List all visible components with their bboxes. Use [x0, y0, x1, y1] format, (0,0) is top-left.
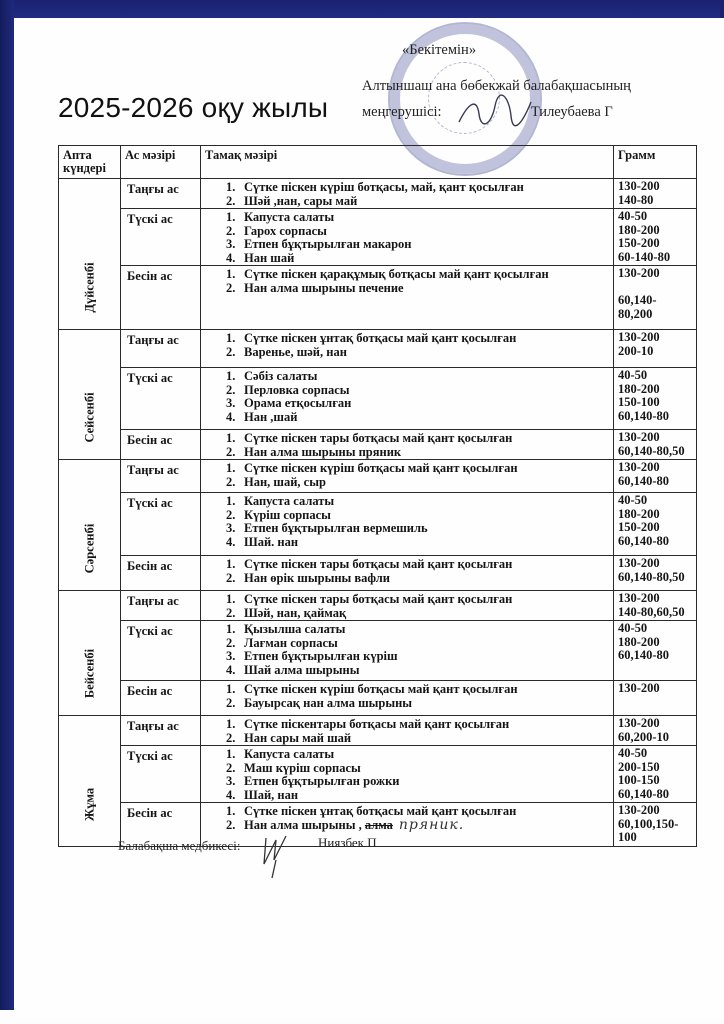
- gram-value: 130-200: [618, 556, 660, 570]
- gram-value: 60,140-80: [618, 408, 670, 423]
- food-list: [201, 591, 613, 620]
- food-items-cell: [201, 430, 614, 460]
- menu-row: [59, 556, 697, 591]
- food-item-number: 4.: [226, 787, 236, 802]
- gram-value: 100: [618, 830, 637, 844]
- food-item-number: 1.: [226, 431, 236, 445]
- food-item-text: Нан алма шырыны пряник: [244, 444, 402, 459]
- food-item-number: 2.: [226, 605, 236, 620]
- footer: [118, 835, 377, 854]
- menu-row: [59, 179, 697, 209]
- meal-label: Түскі ас: [121, 746, 201, 803]
- food-item-number: 2.: [226, 760, 236, 775]
- food-item: [201, 397, 613, 411]
- food-item-number: 1.: [226, 804, 236, 818]
- weekly-menu-table: [58, 145, 697, 847]
- food-items-cell: [201, 330, 614, 368]
- food-item-text: Сүтке піскен ұнтақ ботқасы май қант қосылған: [244, 804, 517, 818]
- food-item-text: Бауырсақ нан алма шырыны: [244, 695, 413, 710]
- gram-value: 40-50: [618, 368, 648, 382]
- grams-cell: [614, 179, 697, 209]
- food-item-number: 2.: [226, 280, 236, 295]
- gram-value: 130-200: [618, 591, 660, 605]
- food-items-cell: [201, 556, 614, 591]
- food-item-number: 1.: [226, 180, 236, 194]
- meal-label: Таңғы ас: [121, 179, 201, 209]
- food-item-text: Шәй, нан, қаймақ: [244, 605, 347, 620]
- food-item-text: Сүтке піскен тары ботқасы май қант қосылған: [244, 557, 513, 571]
- day-cell: [59, 460, 121, 591]
- gram-value: 130-200: [618, 179, 660, 193]
- gram-value: 40-50: [618, 621, 648, 635]
- menu-row: [59, 746, 697, 803]
- food-item-number: 2.: [226, 444, 236, 459]
- gram-value: 130-200: [618, 803, 660, 817]
- gram-value: 130-200: [618, 430, 660, 444]
- menu-row: [59, 430, 697, 460]
- food-item-text: Нан, шай, сыр: [244, 474, 326, 489]
- meal-label: Түскі ас: [121, 621, 201, 681]
- food-item-text: Қызылша салаты: [244, 622, 346, 636]
- grams-cell: [614, 591, 697, 621]
- gram-value: 60,140-80,50: [618, 569, 685, 584]
- menu-row: [59, 460, 697, 493]
- menu-row: [59, 716, 697, 746]
- food-item-number: 1.: [226, 557, 236, 571]
- struck-word: алма: [364, 817, 393, 832]
- food-item: [201, 623, 613, 637]
- menu-row: [59, 591, 697, 621]
- grams-cell: [614, 330, 697, 368]
- day-label: Бейсенбі: [82, 648, 96, 699]
- gram-value: 150-200: [618, 236, 660, 250]
- food-item-number: 2.: [226, 695, 236, 710]
- food-item: [201, 476, 613, 490]
- gram-value: 180-200: [618, 381, 660, 396]
- food-item: [201, 522, 613, 536]
- food-item-text: Маш күріш сорпасы: [244, 760, 361, 775]
- grams-cell: [614, 803, 697, 847]
- meal-label: Таңғы ас: [121, 460, 201, 493]
- gram-value: 130-200: [618, 266, 660, 280]
- table-header-row: [59, 146, 697, 179]
- scan-border-top: [0, 0, 724, 18]
- food-item-text: Етпен бұқтырылған макарон: [244, 237, 412, 251]
- food-items-cell: [201, 591, 614, 621]
- meal-label: Түскі ас: [121, 368, 201, 430]
- day-label: Дүйсенбі: [82, 262, 96, 313]
- food-item: [201, 282, 613, 296]
- gram-value: 140-80,60,50: [618, 604, 685, 619]
- food-item-number: 1.: [226, 494, 236, 508]
- food-item-text: Шәй ,нан, сары май: [244, 193, 358, 208]
- gram-value: 60,140-80: [618, 648, 670, 662]
- gram-value: 130-200: [618, 330, 660, 344]
- nurse-label: Балабақша медбикесі:: [118, 838, 241, 853]
- gram-value: 40-50: [618, 209, 648, 223]
- food-item-text: Нан өрік шырыны вафли: [244, 570, 390, 585]
- food-item-number: 4.: [226, 534, 236, 549]
- food-items-cell: [201, 266, 614, 330]
- gram-value: 100-150: [618, 773, 660, 787]
- food-item: [201, 718, 613, 732]
- gram-value: 200-150: [618, 759, 660, 774]
- gram-value: 60,140-80,50: [618, 443, 685, 458]
- day-cell: [59, 330, 121, 460]
- day-label: Сәрсенбі: [82, 523, 96, 574]
- gram-value: 60,140-80: [618, 533, 670, 548]
- scan-border-left: [0, 0, 14, 1010]
- food-item-number: 1.: [226, 682, 236, 696]
- food-item-number: 2.: [226, 570, 236, 585]
- food-item: [201, 683, 613, 697]
- gram-value: 180-200: [618, 634, 660, 649]
- food-item: [201, 607, 613, 621]
- meal-label: Таңғы ас: [121, 716, 201, 746]
- meal-label: Түскі ас: [121, 209, 201, 266]
- food-item-text: Нан ,шай: [244, 409, 298, 424]
- grams-cell: [614, 460, 697, 493]
- gram-value: 150-100: [618, 395, 660, 409]
- food-item-text: Сүтке піскен тары ботқасы май қант қосылған: [244, 592, 513, 606]
- grams-cell: [614, 368, 697, 430]
- food-item-text: Капуста салаты: [244, 494, 335, 508]
- food-item-text: Сүтке піскен күріш ботқасы, май, қант қосылған: [244, 180, 524, 194]
- food-items-cell: [201, 368, 614, 430]
- food-item: [201, 181, 613, 195]
- gram-value: 200-10: [618, 343, 654, 358]
- food-item: [201, 268, 613, 282]
- food-list: [201, 266, 613, 295]
- food-item-text: Шай, нан: [244, 787, 299, 802]
- food-items-cell: [201, 621, 614, 681]
- day-cell: [59, 591, 121, 716]
- food-item-text: Сүтке піскентары ботқасы май қант қосылған: [244, 717, 510, 731]
- meal-label: Бесін ас: [121, 681, 201, 716]
- meal-label: Бесін ас: [121, 430, 201, 460]
- food-item-text: Сүтке піскен тары ботқасы май қант қосылған: [244, 431, 513, 445]
- gram-value: 130-200: [618, 716, 660, 730]
- gram-value: [618, 281, 692, 295]
- food-item-text: Шай алма шырыны: [244, 662, 360, 677]
- food-item-text: Сүтке піскен күріш ботқасы май қант қосылған: [244, 682, 518, 696]
- grams-cell: [614, 266, 697, 330]
- grams-cell: [614, 746, 697, 803]
- food-item-number: 2.: [226, 730, 236, 745]
- food-list: [201, 460, 613, 489]
- menu-row: [59, 330, 697, 368]
- food-item-number: 1.: [226, 369, 236, 383]
- food-items-cell: [201, 460, 614, 493]
- food-item-number: 1.: [226, 267, 236, 281]
- food-item-number: 4.: [226, 409, 236, 424]
- food-item-text: Перловка сорпасы: [244, 382, 350, 397]
- food-item-text: Нан алма шырыны ,: [244, 817, 365, 832]
- food-item-number: 3.: [226, 396, 236, 410]
- gram-value: 140-80: [618, 192, 654, 207]
- food-items-cell: [201, 681, 614, 716]
- food-list: [201, 493, 613, 549]
- food-item: [201, 195, 613, 209]
- meal-label: Түскі ас: [121, 493, 201, 556]
- meal-label: Бесін ас: [121, 556, 201, 591]
- food-item: [201, 558, 613, 572]
- food-item-text: Етпен бұқтырылған вермешиль: [244, 521, 428, 535]
- food-item-text: Варенье, шәй, нан: [244, 344, 347, 359]
- food-item: [201, 346, 613, 360]
- food-list: [201, 803, 613, 832]
- food-item-number: 2.: [226, 382, 236, 397]
- food-item-text: Нан сары май шай: [244, 730, 352, 745]
- gram-value: 60,140-: [618, 293, 657, 307]
- food-item-number: 3.: [226, 237, 236, 251]
- day-cell: [59, 716, 121, 847]
- food-item-number: 1.: [226, 331, 236, 345]
- food-item-number: 1.: [226, 717, 236, 731]
- food-item-text: Сүтке піскен қарақұмық ботқасы май қант қосылған: [244, 267, 549, 281]
- food-item: [201, 789, 613, 803]
- food-list: [201, 621, 613, 677]
- food-list: [201, 746, 613, 802]
- food-item: [201, 572, 613, 586]
- header-meal: Ас мәзірі: [121, 146, 201, 179]
- food-item: [201, 211, 613, 225]
- gram-value: 60,140-80: [618, 786, 670, 801]
- grams-cell: [614, 430, 697, 460]
- food-item-number: 4.: [226, 662, 236, 677]
- food-item-number: 2.: [226, 635, 236, 650]
- food-item: [201, 816, 613, 833]
- grams-cell: [614, 716, 697, 746]
- food-items-cell: [201, 209, 614, 266]
- grams-cell: [614, 493, 697, 556]
- food-items-cell: [201, 746, 614, 803]
- meal-label: Бесін ас: [121, 803, 201, 847]
- nurse-name: Ниязбек П: [318, 835, 377, 850]
- food-item-text: Капуста салаты: [244, 210, 335, 224]
- food-item-text: Нан алма шырыны печение: [244, 280, 404, 295]
- food-list: [201, 681, 613, 710]
- menu-row: [59, 681, 697, 716]
- food-item-text: Нан шай: [244, 250, 295, 265]
- food-item: [201, 384, 613, 398]
- meal-label: Таңғы ас: [121, 330, 201, 368]
- food-item-number: 2.: [226, 817, 236, 832]
- gram-value: 130-200: [618, 681, 660, 695]
- food-item: [201, 536, 613, 550]
- food-item-text: Лағман сорпасы: [244, 635, 338, 650]
- food-item-text: Гарох сорпасы: [244, 223, 327, 238]
- food-list: [201, 209, 613, 265]
- food-item-number: 2.: [226, 344, 236, 359]
- food-items-cell: [201, 179, 614, 209]
- gram-value: 180-200: [618, 506, 660, 521]
- menu-row: [59, 266, 697, 330]
- food-list: [201, 716, 613, 745]
- meal-label: Бесін ас: [121, 266, 201, 330]
- food-list: [201, 368, 613, 424]
- grams-cell: [614, 556, 697, 591]
- day-label: Сейсенбі: [82, 392, 96, 443]
- food-item: [201, 509, 613, 523]
- food-item-text: Сәбіз салаты: [244, 369, 318, 383]
- food-item-number: 2.: [226, 507, 236, 522]
- gram-value: 60-140-80: [618, 249, 671, 264]
- gram-value: 180-200: [618, 222, 660, 237]
- food-item: [201, 697, 613, 711]
- handwritten-correction: пряник.: [398, 816, 465, 833]
- food-item-number: 1.: [226, 622, 236, 636]
- food-item: [201, 775, 613, 789]
- food-item: [201, 593, 613, 607]
- food-item-number: 1.: [226, 210, 236, 224]
- food-item: [201, 432, 613, 446]
- food-list: [201, 430, 613, 459]
- day-cell: [59, 179, 121, 330]
- header-food-menu: Тамақ мәзірі: [201, 146, 614, 179]
- food-item-number: 3.: [226, 649, 236, 663]
- food-item: [201, 664, 613, 678]
- food-item: [201, 495, 613, 509]
- approval-role: меңгерушісі:: [362, 104, 442, 120]
- food-items-cell: [201, 493, 614, 556]
- food-item-number: 2.: [226, 474, 236, 489]
- gram-value: 150-200: [618, 520, 660, 534]
- food-item: [201, 370, 613, 384]
- food-item: [201, 748, 613, 762]
- grams-cell: [614, 681, 697, 716]
- food-item-number: 1.: [226, 461, 236, 475]
- food-item: [201, 762, 613, 776]
- food-item: [201, 252, 613, 266]
- food-item: [201, 238, 613, 252]
- food-list: [201, 556, 613, 585]
- food-item-text: Сүтке піскен күріш ботқасы май қант қосылған: [244, 461, 518, 475]
- menu-row: [59, 493, 697, 556]
- gram-value: 40-50: [618, 746, 648, 760]
- food-item: [201, 650, 613, 664]
- food-list: [201, 179, 613, 208]
- food-item-number: 3.: [226, 521, 236, 535]
- meal-label: Таңғы ас: [121, 591, 201, 621]
- food-item-number: 2.: [226, 223, 236, 238]
- gram-value: 60,200-10: [618, 729, 670, 744]
- gram-value: 60,100,150-: [618, 816, 679, 831]
- food-item-text: Етпен бұқтырылған рожки: [244, 774, 400, 788]
- food-item-text: Күріш сорпасы: [244, 507, 331, 522]
- food-item: [201, 332, 613, 346]
- academic-year-title: 2025-2026 оқу жылы: [58, 92, 329, 123]
- food-item-text: Етпен бұқтырылған күріш: [244, 649, 398, 663]
- grams-cell: [614, 621, 697, 681]
- food-item-text: Шай. нан: [244, 534, 299, 549]
- food-item-number: 2.: [226, 193, 236, 208]
- menu-row: [59, 621, 697, 681]
- food-item: [201, 411, 613, 425]
- food-item: [201, 637, 613, 651]
- food-items-cell: [201, 803, 614, 847]
- food-item: [201, 446, 613, 460]
- grams-cell: [614, 209, 697, 266]
- header-week-days: Апта күндері: [59, 146, 121, 179]
- menu-row: [59, 209, 697, 266]
- gram-value: 80,200: [618, 306, 653, 321]
- food-item-number: 1.: [226, 747, 236, 761]
- food-item: [201, 225, 613, 239]
- gram-value: 130-200: [618, 460, 660, 474]
- approval-institution: Алтыншаш ана бөбекжай балабақшасының: [362, 78, 631, 94]
- food-list: [201, 330, 613, 359]
- menu-row: [59, 368, 697, 430]
- gram-value: 40-50: [618, 493, 648, 507]
- food-item: [201, 732, 613, 746]
- food-item-number: 3.: [226, 774, 236, 788]
- approval-head-name: Тилеубаева Г: [530, 104, 613, 120]
- food-item-text: Орама етқосылған: [244, 396, 352, 410]
- food-item-number: 4.: [226, 250, 236, 265]
- food-item-text: Капуста салаты: [244, 747, 335, 761]
- approval-heading: «Бекітемін»: [402, 42, 477, 58]
- approval-head-label: [362, 104, 613, 121]
- header-grams: Грамм: [614, 146, 697, 179]
- food-item-number: 1.: [226, 592, 236, 606]
- day-label: Жұма: [82, 787, 96, 821]
- food-item-text: Сүтке піскен ұнтақ ботқасы май қант қосылған: [244, 331, 517, 345]
- gram-value: 60,140-80: [618, 473, 670, 488]
- food-items-cell: [201, 716, 614, 746]
- food-item: [201, 462, 613, 476]
